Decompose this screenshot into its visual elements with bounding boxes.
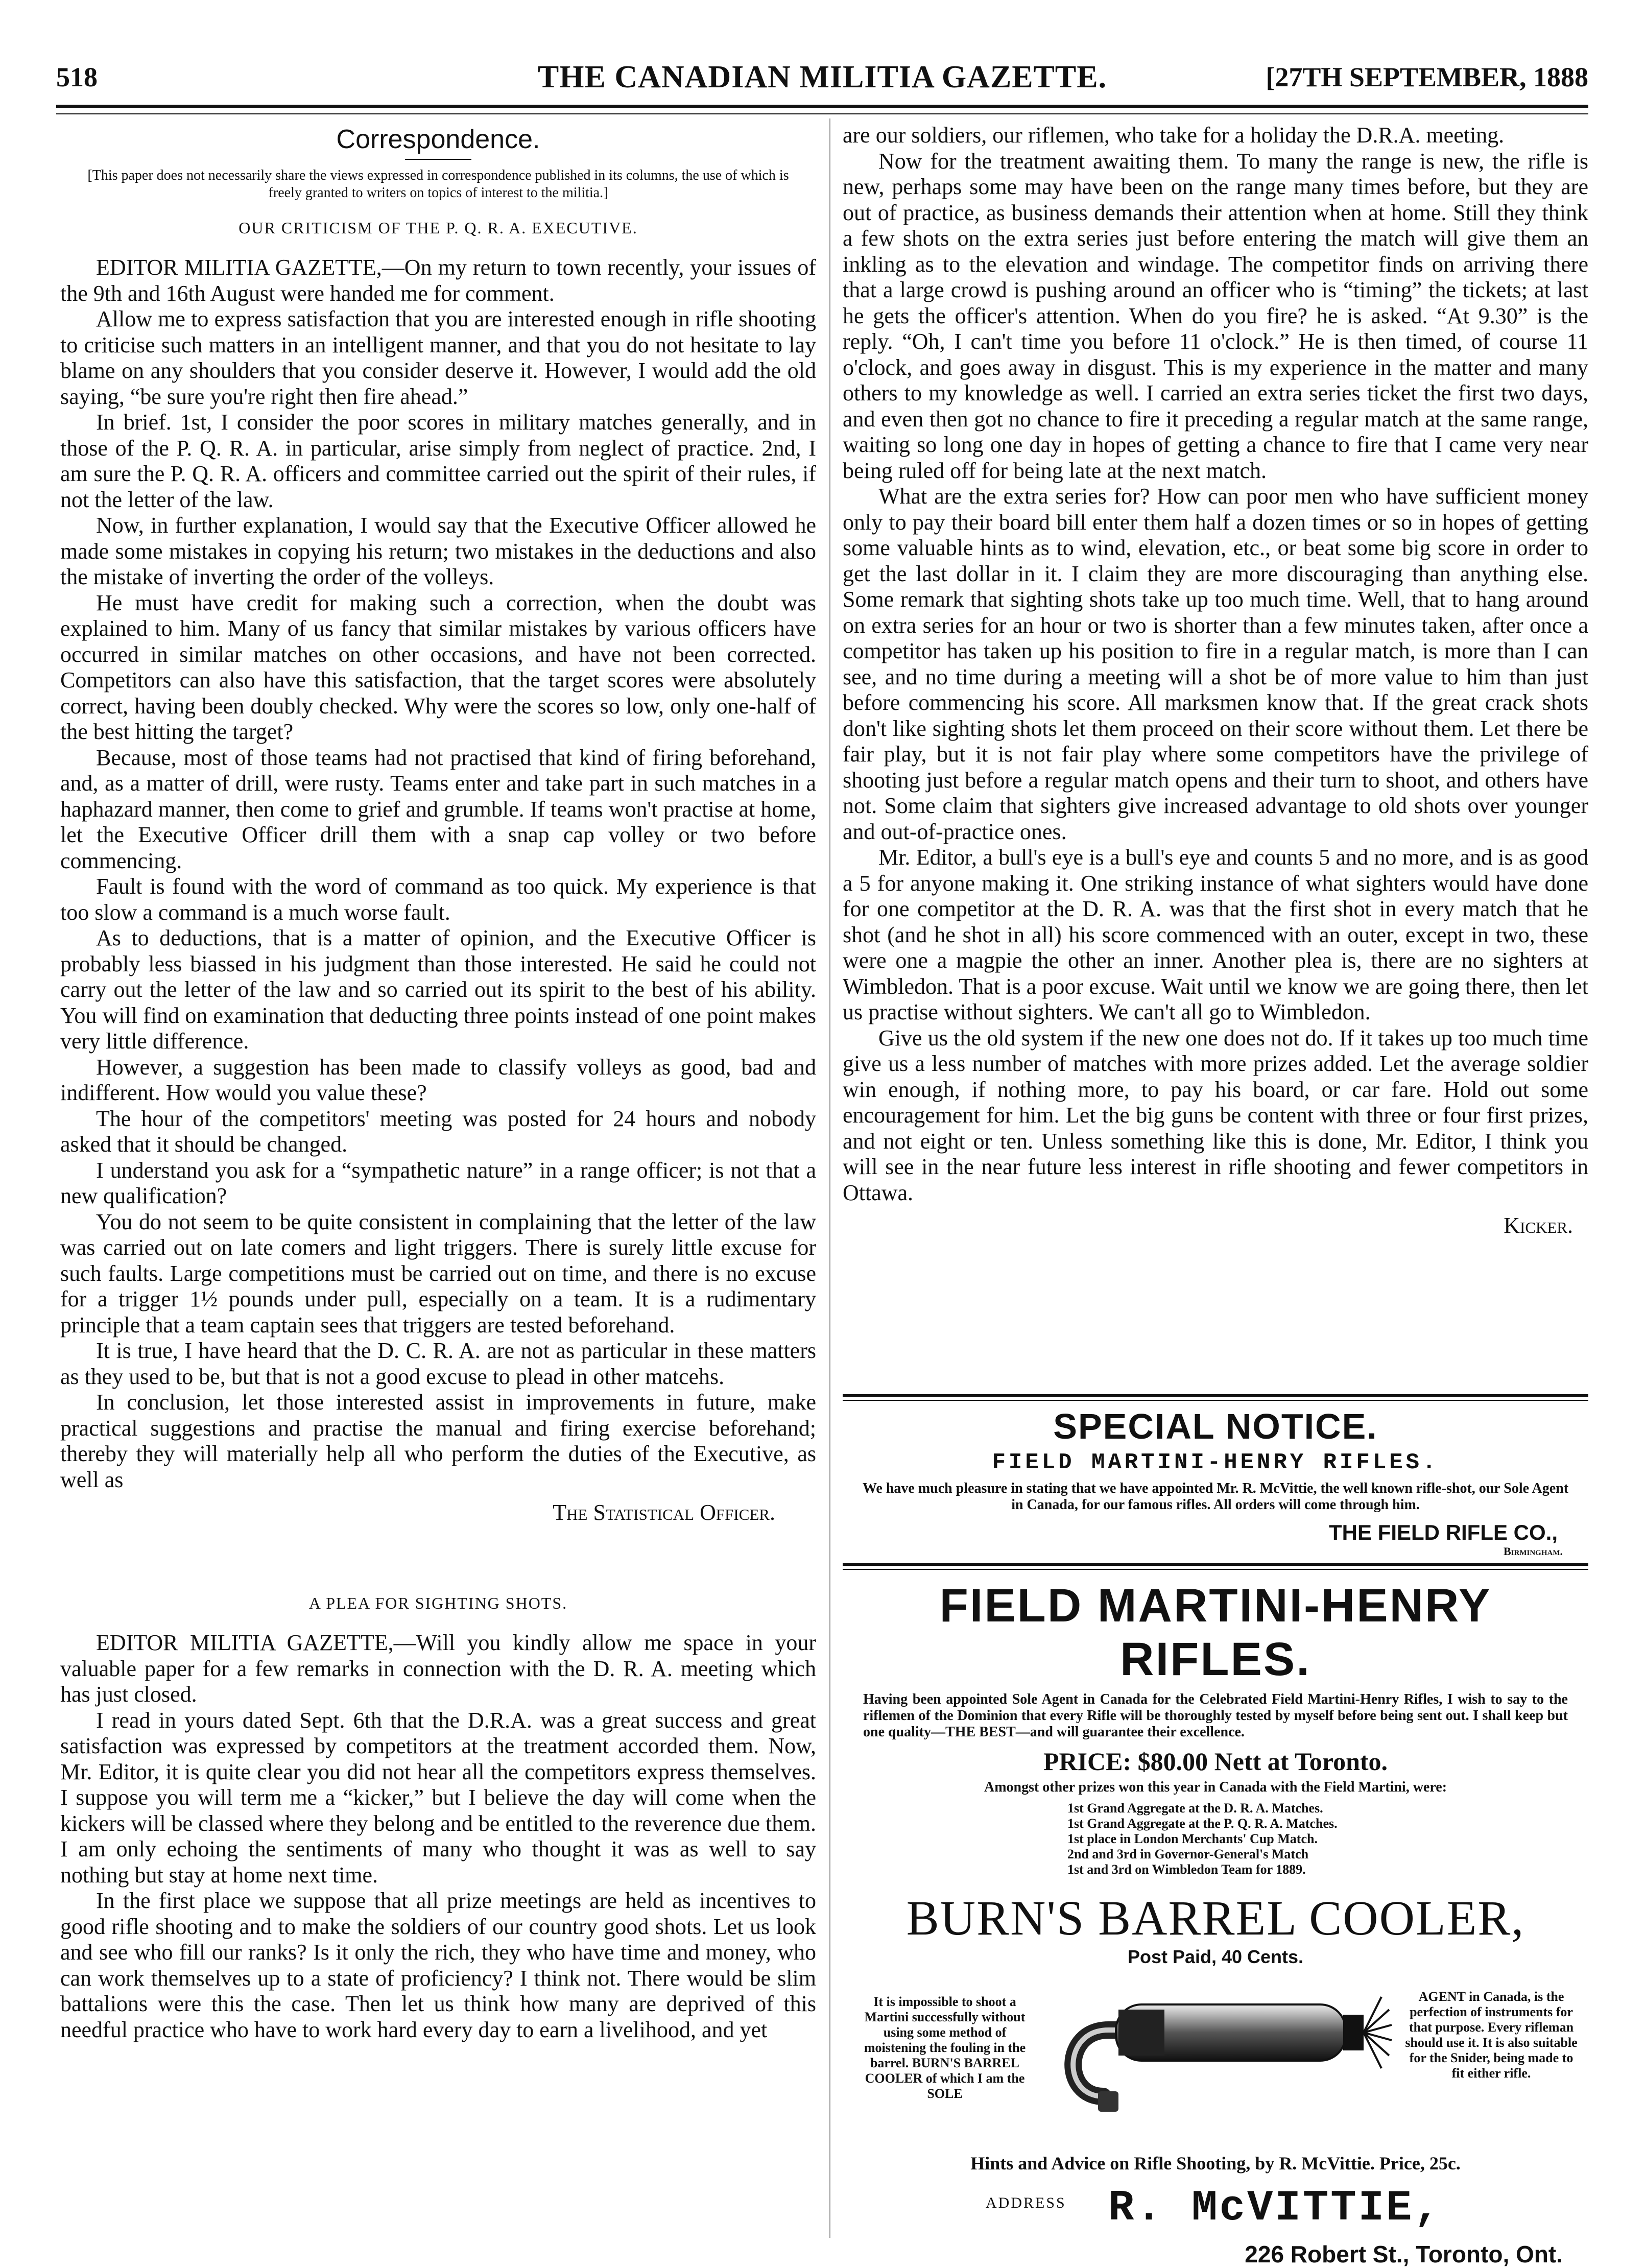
paragraph: In conclusion, let those interested assist in improvements in future, make practical suggestions and practise the manual and firing exercise beforehand; thereby they will materially help all who perform the duties of the Executive, as well as: [60, 1390, 816, 1492]
agent-name: R. McVITTIE,: [1108, 2184, 1442, 2233]
paragraph: Now, in further explanation, I would say that the Executive Officer allowed he made some mistakes in copying his return; two mistakes in the deductions and also the mistake of inverting the order of the volleys.: [60, 513, 816, 589]
paragraph: You do not seem to be quite consistent in complaining that the letter of the law was carried out on late comers and light triggers. There is surely little excuse for such faults. Large competitions must be carried out on time, and there is no excuse for a trigger 1½ pounds under pull, especially on a team. It is a rudimentary principle that a team captain sees that triggers are tested beforehand.: [60, 1209, 816, 1338]
heading-rule: [405, 159, 471, 160]
section-heading: Correspondence.: [336, 125, 540, 154]
paragraph: In the first place we suppose that all prize meetings are held as incentives to good rifle shooting and to make the soldiers of our country good shots. Let us look and see who fill our ranks? Is it only the rich, they who have time and money, who can work themselves up to a state of proficiency? I think not. There would be slim battalions were this the case. Then let us think how many are deprived of this needful practice who have to work hard every day to earn a livelihood, and yet: [60, 1888, 816, 2042]
paragraph: Allow me to express satisfaction that you are interested enough in rifle shooting to criticise such matters in an intelligent manner, and that you do not hesitate to lay blame on any shoulders that you consider deserve it. However, I would add the old saying, “be sure you're right then fire ahead.”: [60, 306, 816, 409]
issue-date: [27TH SEPTEMBER, 1888: [1266, 62, 1588, 92]
paragraph: It is true, I have heard that the D. C. R. A. are not as particular in these matters as they used to be, but that is not a good excuse to plead in other matcehs.: [60, 1338, 816, 1389]
company-name: THE FIELD RIFLE CO.,: [1329, 1520, 1558, 1544]
right-column: [843, 123, 1588, 1239]
ad-rule: [843, 1563, 1588, 1566]
page-header: [56, 56, 1588, 102]
letter-body: [60, 255, 816, 1493]
burn-ad-price: Post Paid, 40 Cents.: [1127, 1946, 1304, 1967]
prizes-intro: Amongst other prizes won this year in Canada with the Field Martini, were:: [984, 1779, 1447, 1795]
list-item: 1st Grand Aggregate at the D. R. A. Matches.: [1067, 1801, 1323, 1816]
ad-rule-thin: [843, 1569, 1588, 1570]
paragraph: Mr. Editor, a bull's eye is a bull's eye and counts 5 and no more, and is as good a 5 for anyone making it. One striking instance of what sighters would have done for one competitor at the D. R. A. was that the first shot in every match that he shot (and he shot in all) his score commenced with an outer, except in two, these were one a magpie the other an inner. Another plea is, there are no sighters at Wimbledon. That is a poor excuse. Wait until we know we are going there, then let us practise without sighters. We can't all go to Wimbledon.: [843, 845, 1588, 1024]
special-notice-ad: [843, 1406, 1588, 1558]
paragraph: EDITOR MILITIA GAZETTE,—On my return to town recently, your issues of the 9th and 16th August were handed me for comment.: [60, 255, 816, 306]
letter-body: [60, 1630, 816, 2043]
burn-ad-left-text: It is impossible to shoot a Martini successfully without using some method of moistening the fouling in the barrel. BURN'S BARREL COOLER of which I am the SOLE: [864, 1994, 1026, 2101]
column-divider: [829, 118, 830, 2238]
price-line: PRICE: $80.00 Nett at Toronto.: [1043, 1747, 1388, 1776]
ad-rule: [843, 1394, 1588, 1397]
masthead-title: THE CANADIAN MILITIA GAZETTE.: [537, 60, 1107, 94]
paragraph: are our soldiers, our riflemen, who take for a holiday the D.R.A. meeting.: [843, 123, 1505, 148]
header-rule-thin: [56, 113, 1588, 114]
list-item: 1st and 3rd on Wimbledon Team for 1889.: [1067, 1862, 1306, 1877]
special-notice-subtitle: FIELD MARTINI-HENRY RIFLES.: [992, 1450, 1439, 1475]
prizes-list: [1067, 1801, 1588, 1877]
paragraph: As to deductions, that is a matter of opinion, and the Executive Officer is probably less biassed in his judgment than those interested. He said he could not carry out the letter of the law and so carried out its spirit to the best of his ability. You will find on examination that deducting three points instead of one point makes very little difference.: [60, 925, 816, 1054]
paragraph: However, a suggestion has been made to classify volleys as good, bad and indifferent. How would you value these?: [60, 1054, 816, 1105]
page-number: 518: [56, 62, 98, 92]
field-rifles-ad: [843, 1579, 1588, 2268]
hints-line: Hints and Advice on Rifle Shooting, by R. McVittie. Price, 25c.: [970, 2153, 1461, 2174]
paragraph: I read in yours dated Sept. 6th that the D.R.A. was a great success and great satisfaction was expressed by competitors at the treatment accorded them. Now, Mr. Editor, it is quite clear you did not hear all the competitors express themselves. I suppose you will term me a “kicker,” but I believe the day will come when the kickers will be classed where they belong and be entitled to the reverence due them. I am only echoing the sentiments of many who thought it was as well to say nothing but stay at home next time.: [60, 1707, 816, 1888]
ad-rule-thin: [843, 1400, 1588, 1401]
address-row: [843, 2184, 1588, 2240]
paragraph: He must have credit for making such a correction, when the doubt was explained to him. Many of us fancy that similar mistakes by various officers have occurred in similar matches on other occasions, and have not been corrected. Competitors can also have this satisfaction, that the target scores were absolutely correct, having been doubly checked. Why were the scores so low, only one-half of the best hitting the target?: [60, 590, 816, 744]
paragraph: In brief. 1st, I consider the poor scores in military matches generally, and in those of the P. Q. R. A. in particular, arise simply from neglect of practice. 2nd, I am sure the P. Q. R. A. officers and committee carried out the spirit of their rules, if not the letter of the law.: [60, 410, 816, 512]
barrel-cooler-illustration: [1042, 1974, 1394, 2137]
letter-title: A PLEA FOR SIGHTING SHOTS.: [308, 1593, 568, 1612]
advertisements: [843, 1394, 1588, 2268]
paragraph: Now for the treatment awaiting them. To many the range is new, the rifle is new, perhaps some may have been on the range many times before, but they are out of practice, as business demands their attention when at home. Still they think a few shots on the extra series just before entering the match will give them an inkling as to the elevation and windage. The competitor finds on arriving there that a large crowd is pushing around an officer who is “timing” the tickets; at last he gets the officer's attention. When do you fire? he is asked. “At 9.30” is the reply. “Oh, I can't time you before 11 o'clock.” He is then timed, of course 11 o'clock, and goes away in disgust. This is my experience in the matter and many others to my knowledge as well. I carried an extra series ticket the first two days, and even then got no chance to fire it preceding a regular match at the same range, waiting so long one day in hopes of getting a chance to fire that I came very near being ruled off for being late at the next match.: [843, 148, 1588, 483]
special-notice-title: SPECIAL NOTICE.: [1053, 1406, 1378, 1446]
list-item: 1st Grand Aggregate at the P. Q. R. A. Matches.: [1067, 1816, 1338, 1831]
paragraph: Fault is found with the word of command as too quick. My experience is that too slow a command is a much worse fault.: [60, 874, 816, 925]
special-notice-body: We have much pleasure in stating that we have appointed Mr. R. McVittie, the well known rifle-shot, our Sole Agent in Canada, for our famous rifles. All orders will come through him.: [862, 1481, 1569, 1513]
editorial-disclaimer: [This paper does not necessarily share the views expressed in correspondence published in its columns, the use of which is freely granted to writers on topics of interest to the militia.]: [87, 167, 789, 201]
paragraph: I understand you ask for a “sympathetic nature” in a range officer; is not that a new qualification?: [60, 1157, 816, 1208]
paragraph: EDITOR MILITIA GAZETTE,—Will you kindly allow me space in your valuable paper for a few remarks in connection with the D. R. A. meeting which has just closed.: [60, 1630, 816, 1707]
letter-title: OUR CRITICISM OF THE P. Q. R. A. EXECUTIVE.: [239, 218, 638, 237]
list-item: 1st place in London Merchants' Cup Match.: [1067, 1831, 1318, 1846]
paragraph: Because, most of those teams had not practised that kind of firing beforehand, and, as a matter of drill, were rusty. Teams enter and take part in such matches in a haphazard manner, then come to grief and grumble. If teams won't practise at home, let the Executive Officer drill them with a snap cap volley or two before commencing.: [60, 745, 816, 873]
address-label: ADDRESS: [986, 2194, 1066, 2211]
company-city: Birmingham.: [1504, 1545, 1563, 1558]
paragraph: What are the extra series for? How can poor men who have sufficient money only to pay their board bill enter them half a dozen times or so in hopes of getting some valuable hints as to wind, elevation, etc., or beat some big score in order to get the last dollar in it. I claim they are more discouraging than anything else. Some remark that sighting shots take up too much time. Well, that to hang around on extra series for an hour or two is shorter than a few minutes taken, after once a competitor has taken up his position to fire in a regular match, is more than I can see, and no time during a meeting will a shot be of more value to him than just before commencing his score. All marksmen know that. If the great crack shots don't like sighting shots let them proceed on their score without them. Let there be fair play, but it is not fair play where some competitors have the privilege of shooting just before a regular match opens and their turn to shoot, and others have not. Some claim that sighters give increased advantage to old shots over younger and out-of-practice ones.: [843, 484, 1588, 844]
burn-ad-box: [843, 1974, 1588, 2142]
paragraph: Give us the old system if the new one does not do. If it takes up too much time give us a less number of matches with more prizes added. Let the average soldier win enough, if nothing more, to pay his board, or car fare. Hold out some encouragement for him. Let the big guns be content with three or four first prizes, and not eight or ten. Unless something like this is done, Mr. Editor, I think you will see in the near future less interest in rifle shooting and fewer competitors in Ottawa.: [843, 1025, 1588, 1205]
field-ad-title: FIELD MARTINI-HENRY RIFLES.: [939, 1580, 1492, 1685]
letter-body-continued: [843, 123, 1588, 1206]
agent-street: 226 Robert St., Toronto, Ont.: [1245, 2241, 1563, 2267]
header-rule: [56, 105, 1588, 108]
letter-signature: The Statistical Officer.: [553, 1500, 775, 1525]
left-column: [60, 123, 816, 2043]
paragraph: The hour of the competitors' meeting was posted for 24 hours and nobody asked that it should be changed.: [60, 1106, 816, 1157]
letter-signature: Kicker.: [1504, 1213, 1573, 1238]
burn-ad-title: BURN'S BARREL COOLER,: [906, 1891, 1525, 1945]
list-item: 2nd and 3rd in Governor-General's Match: [1067, 1847, 1309, 1861]
burn-ad-right-text: AGENT in Canada, is the perfection of instruments for that purpose. Every rifleman should use it. It is also suitable for the Snider, being made to fit either rifle.: [1405, 1989, 1578, 2081]
field-ad-body: Having been appointed Sole Agent in Canada for the Celebrated Field Martini-Henry Rifles, I wish to say to the riflemen of the Dominion that every Rifle will be thoroughly tested by myself before being sent out. I shall keep but one quality—THE BEST—and will guarantee their excellence.: [863, 1691, 1568, 1740]
